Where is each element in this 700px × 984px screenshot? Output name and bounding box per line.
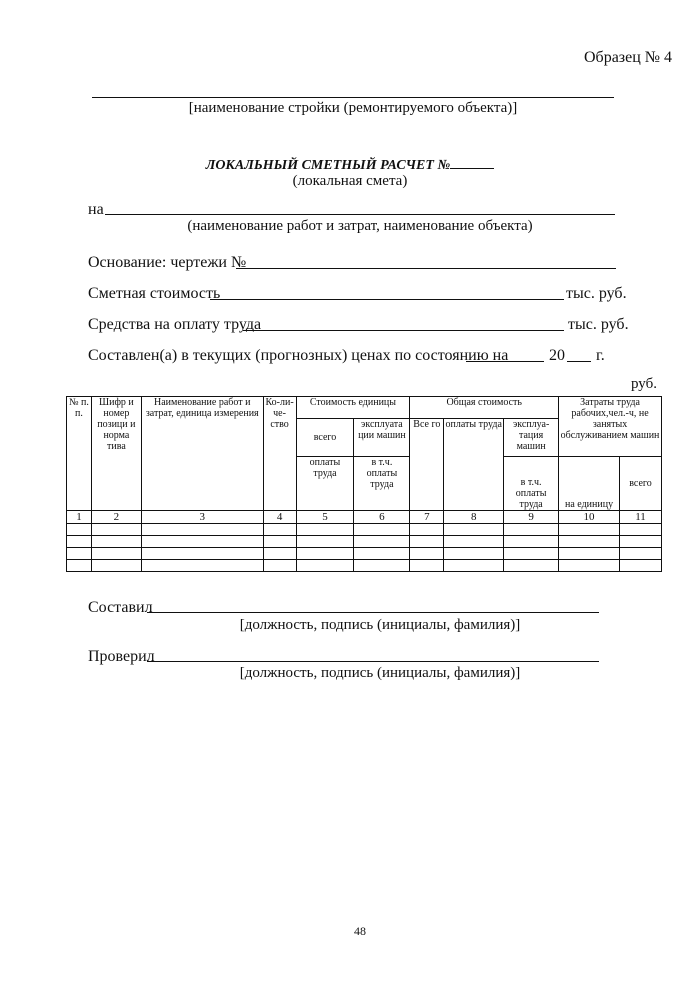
column-numbers-row: [67, 511, 662, 524]
basis-label: Основание: чертежи №: [88, 254, 247, 271]
labor-label: Средства на оплату труда: [88, 316, 262, 333]
na-caption: (наименование работ и затрат, наименование объекта): [187, 218, 533, 234]
header-quantity: Ко-ли-че-ство: [263, 397, 296, 511]
header-labor-costs: Затраты труда рабочих,чел.-ч, не занятых обслуживанием машин: [559, 397, 662, 457]
compiled-by-line: [147, 612, 599, 613]
checked-by-line: [147, 661, 599, 662]
header-all: всего: [619, 457, 661, 511]
compiled-by-label: Составил: [88, 599, 153, 616]
header-unit-machine: эксплуата ции машин: [354, 419, 410, 457]
table-row: [67, 560, 662, 572]
col-number: 2: [91, 511, 141, 524]
checked-by-caption: [должность, подпись (инициалы, фамилия)]: [239, 665, 521, 681]
col-number: 9: [504, 511, 559, 524]
basis-line: [236, 268, 616, 269]
compiled-by-caption: [должность, подпись (инициалы, фамилия)]: [239, 617, 521, 633]
table-row: [67, 536, 662, 548]
cost-label: Сметная стоимость: [88, 285, 221, 302]
page-number: 48: [354, 924, 366, 938]
compiled-prices-label: Составлен(а) в текущих (прогнозных) ценах по состоянию на: [88, 347, 509, 364]
cost-unit: тыс. руб.: [566, 285, 627, 302]
table-row: [67, 524, 662, 536]
col-number: 1: [67, 511, 92, 524]
header-total-all: Все го: [410, 419, 444, 511]
na-label: на: [88, 201, 104, 218]
col-number: 3: [141, 511, 263, 524]
estimate-title: [150, 156, 550, 174]
header-total-incl-labor: в т.ч. оплаты труда: [504, 457, 559, 511]
col-number: 4: [263, 511, 296, 524]
col-number: 6: [354, 511, 410, 524]
header-code: Шифр и номер позици и норма тива: [91, 397, 141, 511]
col-number: 7: [410, 511, 444, 524]
header-name: Наименование работ и затрат, единица измерения: [141, 397, 263, 511]
header-unit-incl-labor: в т.ч. оплаты труда: [354, 457, 410, 511]
col-number: 5: [296, 511, 354, 524]
header-unit-cost: Стоимость единицы: [296, 397, 410, 419]
estimate-table: [66, 396, 662, 572]
checked-by-label: Проверил: [88, 648, 155, 665]
header-total-machine: эксплуа-тация машин: [504, 419, 559, 457]
header-unit-all: всего: [296, 419, 354, 457]
estimate-title-text: ЛОКАЛЬНЫЙ СМЕТНЫЙ РАСЧЕТ №: [205, 158, 451, 173]
estimate-number-blank: [450, 156, 494, 169]
date-line: [466, 361, 544, 362]
col-number: 10: [559, 511, 620, 524]
col-number: 8: [444, 511, 504, 524]
header-per-unit: на единицу: [559, 457, 620, 511]
year-suffix: г.: [596, 347, 605, 364]
na-line: [105, 214, 615, 215]
labor-unit: тыс. руб.: [568, 316, 629, 333]
labor-line: [243, 330, 564, 331]
table-row: [67, 548, 662, 560]
header-total-cost: Общая стоимость: [410, 397, 559, 419]
year-line: [567, 361, 591, 362]
header-row-number: № п. п.: [67, 397, 92, 511]
construction-caption: [наименование стройки (ремонтируемого объекта)]: [188, 100, 518, 116]
sample-label: Образец № 4: [584, 49, 673, 66]
header-unit-labor-pay: оплаты труда: [296, 457, 354, 511]
cost-line: [210, 299, 564, 300]
estimate-subtitle: (локальная смета): [292, 173, 408, 189]
construction-name-line: [92, 97, 614, 98]
col-number: 11: [619, 511, 661, 524]
year-prefix: 20: [549, 347, 565, 364]
currency-label: руб.: [631, 376, 657, 392]
header-total-labor-pay: оплаты труда: [444, 419, 504, 511]
